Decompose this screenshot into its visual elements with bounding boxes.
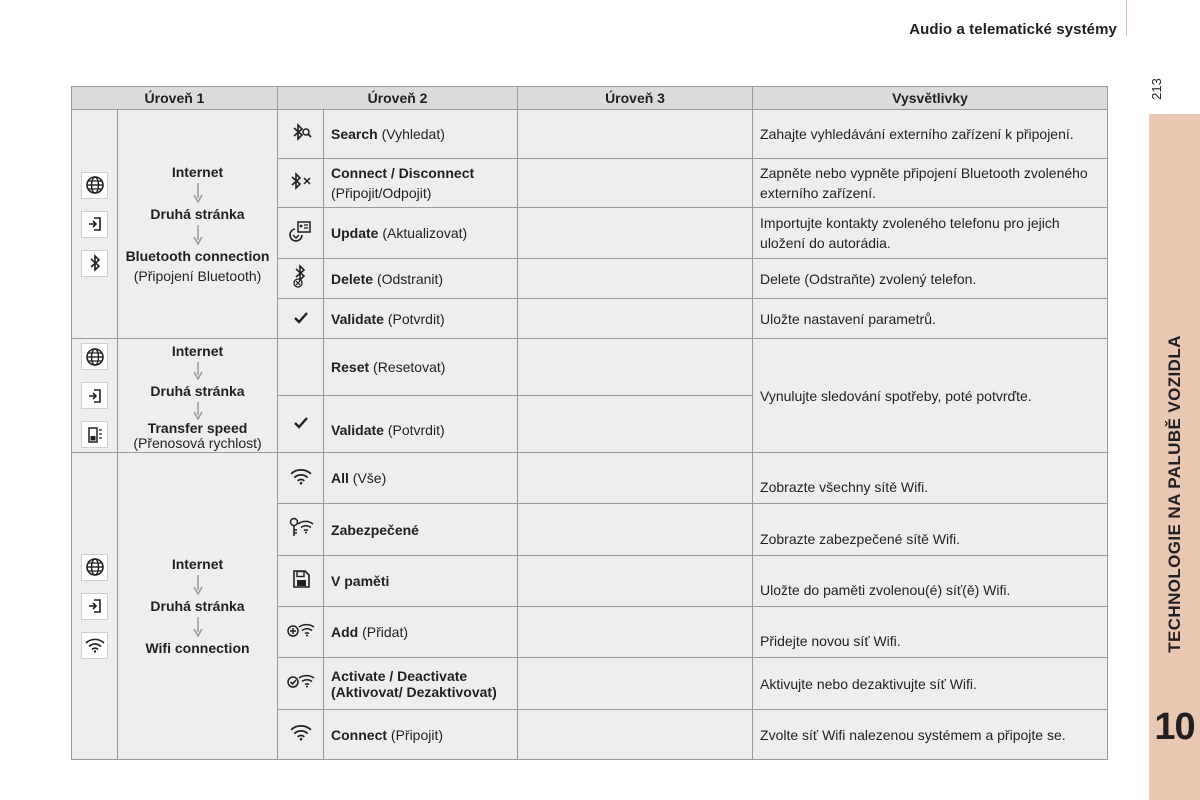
level3-cell xyxy=(518,396,753,453)
chapter-title: TECHNOLOGIE NA PALUBĚ VOZIDLA xyxy=(1164,335,1184,653)
row-description: Aktivujte nebo dezaktivujte síť Wifi. xyxy=(753,658,1108,710)
save-icon xyxy=(291,569,311,589)
level3-cell xyxy=(518,607,753,658)
bluetooth-connect-icon xyxy=(289,171,313,191)
level1-navigation xyxy=(118,339,278,453)
nav-step-transfer-speed-sub: (Přenosová rychlost) xyxy=(133,434,262,451)
level3-cell xyxy=(518,556,753,607)
wifi-icon xyxy=(290,467,312,485)
nav-step-second-page: Druhá stránka xyxy=(150,598,245,614)
level2-label: Validate (Potvrdit) xyxy=(324,299,518,339)
level3-cell xyxy=(518,339,753,396)
header-level-2: Úroveň 2 xyxy=(278,87,518,110)
row-description: Uložte nastavení parametrů. xyxy=(753,299,1108,339)
level3-cell xyxy=(518,299,753,339)
row-icon-cell xyxy=(278,159,324,208)
nav-step-bluetooth-sub: (Připojení Bluetooth) xyxy=(133,268,262,284)
level3-cell xyxy=(518,259,753,299)
row-icon-cell xyxy=(278,658,324,710)
row-description: Vynulujte sledování spotřeby, poté potvrďte. xyxy=(753,339,1108,453)
level2-label: V paměti xyxy=(324,556,518,607)
nav-step-internet: Internet xyxy=(171,342,224,359)
enter-icon xyxy=(81,382,108,409)
contacts-update-icon xyxy=(288,219,314,243)
row-description: Zobrazte všechny sítě Wifi. xyxy=(753,453,1108,504)
down-arrow-icon xyxy=(193,574,203,596)
header-explanation: Vysvětlivky xyxy=(753,87,1108,110)
row-description: Zobrazte zabezpečené sítě Wifi. xyxy=(753,504,1108,556)
table-row xyxy=(72,339,1108,396)
down-arrow-icon xyxy=(193,616,203,638)
row-description: Zvolte síť Wifi nalezenou systémem a připojte se. xyxy=(753,710,1108,760)
wifi-activate-icon xyxy=(287,672,315,690)
data-usage-icon xyxy=(81,421,108,448)
row-icon-cell xyxy=(278,556,324,607)
table-row xyxy=(72,110,1108,159)
globe-icon xyxy=(81,343,108,370)
row-icon-cell xyxy=(278,339,324,396)
level3-cell xyxy=(518,208,753,259)
wifi-secured-icon xyxy=(288,516,314,538)
level2-label: Update (Aktualizovat) xyxy=(324,208,518,259)
level3-cell xyxy=(518,159,753,208)
nav-step-internet: Internet xyxy=(171,556,224,572)
level1-navigation xyxy=(118,453,278,760)
level2-label: Validate (Potvrdit) xyxy=(324,396,518,453)
enter-icon xyxy=(81,211,108,238)
level1-icons xyxy=(72,339,118,453)
level1-icons xyxy=(72,110,118,339)
level1-icons xyxy=(72,453,118,760)
chapter-title-wrap xyxy=(1149,114,1200,704)
level3-cell xyxy=(518,710,753,760)
nav-step-second-page: Druhá stránka xyxy=(150,206,245,222)
level2-label: Activate / Deactivate (Aktivovat/ Dezaktivovat) xyxy=(324,658,518,710)
table-header-row xyxy=(72,87,1108,110)
bluetooth-icon xyxy=(81,250,108,277)
row-description: Zapněte nebo vypněte připojení Bluetooth zvoleného externího zařízení. xyxy=(753,159,1108,208)
nav-step-transfer-speed: Transfer speed xyxy=(147,419,248,436)
level2-label: Search (Vyhledat) xyxy=(324,110,518,159)
nav-step-second-page: Druhá stránka xyxy=(150,382,245,399)
globe-icon xyxy=(81,172,108,199)
row-icon-cell xyxy=(278,607,324,658)
chapter-number: 10 xyxy=(1154,706,1195,748)
level2-label: Add (Přidat) xyxy=(324,607,518,658)
level3-cell xyxy=(518,453,753,504)
header-divider xyxy=(1126,0,1127,36)
nav-step-internet: Internet xyxy=(171,164,224,180)
row-description: Delete (Odstraňte) zvolený telefon. xyxy=(753,259,1108,299)
row-icon-cell xyxy=(278,259,324,299)
header-level-1: Úroveň 1 xyxy=(72,87,278,110)
table-row xyxy=(72,453,1108,504)
level2-label: All (Vše) xyxy=(324,453,518,504)
level2-label: Delete (Odstranit) xyxy=(324,259,518,299)
level1-navigation xyxy=(118,110,278,339)
wifi-icon xyxy=(81,632,108,659)
row-description: Importujte kontakty zvoleného telefonu pro jejich uložení do autorádia. xyxy=(753,208,1108,259)
row-icon-cell xyxy=(278,453,324,504)
row-icon-cell xyxy=(278,396,324,453)
row-description: Zahajte vyhledávání externího zařízení k připojení. xyxy=(753,110,1108,159)
row-icon-cell xyxy=(278,710,324,760)
menu-table xyxy=(71,86,1108,760)
level3-cell xyxy=(518,658,753,710)
row-icon-cell xyxy=(278,504,324,556)
nav-step-bluetooth: Bluetooth connection xyxy=(125,248,270,264)
enter-icon xyxy=(81,593,108,620)
row-description: Uložte do paměti zvolenou(é) síť(ě) Wifi. xyxy=(753,556,1108,607)
level3-cell xyxy=(518,504,753,556)
down-arrow-icon xyxy=(193,182,203,204)
header-level-3: Úroveň 3 xyxy=(518,87,753,110)
down-arrow-icon xyxy=(193,401,203,421)
row-icon-cell xyxy=(278,110,324,159)
level2-label: Zabezpečené xyxy=(324,504,518,556)
wifi-add-icon xyxy=(287,621,315,639)
section-title: Audio a telematické systémy xyxy=(909,21,1117,38)
level2-label: Reset (Resetovat) xyxy=(324,339,518,396)
page-number: 213 xyxy=(1148,78,1164,100)
globe-icon xyxy=(81,554,108,581)
down-arrow-icon xyxy=(193,224,203,246)
level3-cell xyxy=(518,110,753,159)
row-icon-cell xyxy=(278,299,324,339)
check-icon xyxy=(294,312,308,324)
check-icon xyxy=(294,417,308,429)
bluetooth-delete-icon xyxy=(290,263,312,289)
level2-label: Connect / Disconnect (Připojit/Odpojit) xyxy=(324,159,518,208)
wifi-icon xyxy=(290,723,312,741)
row-description: Přidejte novou síť Wifi. xyxy=(753,607,1108,658)
level2-label: Connect (Připojit) xyxy=(324,710,518,760)
bluetooth-search-icon xyxy=(290,121,312,143)
nav-step-wifi-connection: Wifi connection xyxy=(145,640,250,656)
row-icon-cell xyxy=(278,208,324,259)
down-arrow-icon xyxy=(193,361,203,381)
